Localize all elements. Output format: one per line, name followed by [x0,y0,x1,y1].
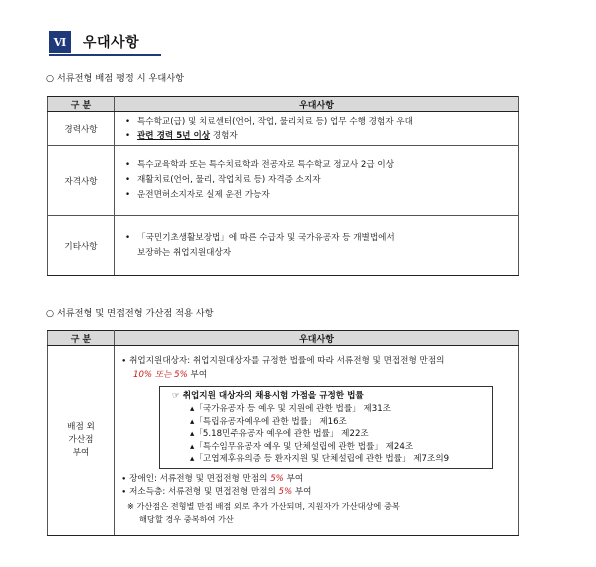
note-line: ※ 가산점은 전형별 만점 배점 외로 추가 가산되며, 지원자가 가산대상에 중복 [127,500,400,511]
list-item-text: 경험자 [210,130,238,141]
list-item: • 재활치료(언어, 물리, 작업치료 등) 자격증 소지자 [125,173,518,188]
list-item: • 특수교육학과 또는 특수치료학과 전공자로 특수학교 정교사 2급 이상 [125,158,518,173]
list-item [125,129,518,143]
law-item: ▴「5.18민주유공자 예우에 관한 법률」 제22조 [190,429,369,440]
list-item: • 특수학교(급) 및 치료센터(언어, 작업, 물리치료 등) 업무 수행 경험자 우대 [125,115,518,129]
bonus-points-table [47,330,519,536]
category-line: 배점 외 [67,422,95,432]
line-text: 부여 [292,487,312,498]
category-line: 가산점 [68,435,94,445]
table-row [48,216,519,276]
emphasized-text: 관련 경력 5년 이상 [137,130,211,141]
table-row [48,112,519,146]
rate-suffix: 부여 [187,369,208,380]
highlight-rate: 5% [278,487,293,498]
subheading-bonus-points: ○ 서류전형 및 면접전형 가산점 적용 사항 [46,308,214,319]
header-category: 구 분 [48,331,115,346]
list-item: • 운전면허소지자로 실제 운전 가능자 [125,188,518,203]
table-row [48,346,519,536]
law-box-title: ☞ 취업지원 대상자의 채용시험 가점을 규정한 법률 [172,391,364,402]
highlight-rate: 5% [270,473,284,484]
header-category: 구 분 [48,97,115,112]
employment-support-line: ∙ 취업지원대상자: 취업지원대상자를 규정한 법률에 따라 서류전형 및 면접전형 만점의 [121,356,445,367]
list-item [125,231,518,261]
line-text: ∙ 저소득층: 서류전형 및 면접전형 만점의 [121,487,279,498]
row-content-bonus [115,346,519,536]
table-header-row [48,97,519,112]
law-box [159,386,493,469]
row-category-other: 기타사항 [48,216,115,276]
row-content-qualification [115,146,519,216]
section-number-badge: Ⅵ [49,31,71,53]
row-category-bonus [48,346,115,536]
subheading-document-screening: ○ 서류전형 배점 평정 시 우대사항 [46,73,184,84]
low-income-line [121,486,514,500]
header-preference: 우대사항 [115,97,519,112]
row-category-career: 경력사항 [48,112,115,146]
row-content-career [115,112,519,146]
preference-table [47,96,519,276]
law-item: ▴「고엽제후유의증 등 환자지원 및 단체설립에 관한 법률」 제7조의9 [190,454,450,465]
row-content-other [115,216,519,276]
category-line: 부여 [72,448,90,458]
header-preference: 우대사항 [115,331,519,346]
note-line: 해당할 경우 중복하여 가산 [139,513,234,524]
list-item-continuation: 보장하는 취업지원대상자 [137,247,232,258]
list-item-text: 「국민기초생활보장법」에 따른 수급자 및 국가유공자 등 개별법에서 [137,232,395,243]
line-text: 부여 [283,473,304,484]
law-item: ▴「특수임무유공자 예우 및 단체설립에 관한 법률」 제24조 [190,441,414,452]
section-title: 우대사항 [83,35,140,51]
line-text: ∙ 장애인: 서류전형 및 면접전형 만점의 [121,473,271,484]
table-row [48,146,519,216]
employment-support-rate [121,369,514,383]
table-header-row [48,331,519,346]
disabled-line [121,473,514,487]
law-item: ▴「특립유공자예우에 관한 법률」 제16조 [190,416,347,427]
section-header [49,31,139,53]
law-item: ▴「국가유공자 등 예우 및 지원에 관한 법률」 제31조 [190,404,391,415]
highlight-rate: 10% 또는 5% [133,369,188,380]
row-category-qualification: 자격사항 [48,146,115,216]
section-underline [49,54,161,56]
